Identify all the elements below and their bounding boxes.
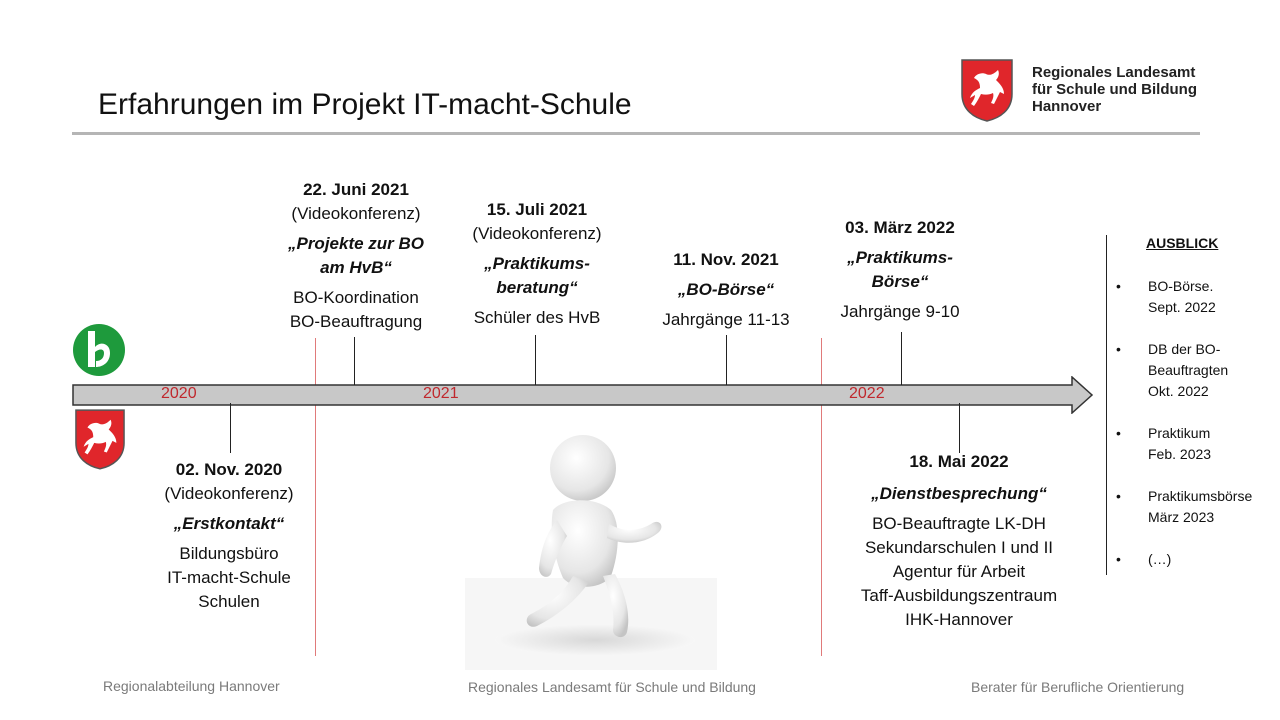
institution-line-3: Hannover (1032, 98, 1102, 115)
outlook-item-text: Okt. 2022 (1148, 383, 1209, 399)
bullet: • (1116, 551, 1121, 567)
tick-maerz-2022 (901, 332, 902, 385)
tick-juni-2021 (354, 337, 355, 385)
institution-line-2: für Schule und Bildung (1032, 81, 1197, 98)
event-juni-2021 (288, 178, 424, 334)
event-participants: Sekundarschulen I und II (864, 538, 1054, 557)
outlook-item-text: Praktikumsbörse (1148, 488, 1253, 504)
outlook-item (1116, 276, 1278, 318)
tick-nov-2020 (230, 403, 231, 453)
title-divider (72, 132, 1200, 135)
year-label-2021: 2021 (423, 385, 459, 402)
event-participants: Agentur für Arbeit (892, 562, 1026, 581)
timeline-arrow (72, 376, 1096, 419)
lower-saxony-crest-icon (960, 58, 1014, 127)
event-nov-2021 (662, 248, 789, 332)
event-topic: „Projekte zur BO (287, 234, 425, 253)
event-participants: BO-Beauftragung (289, 312, 423, 331)
tick-mai-2022 (959, 403, 960, 453)
outlook-item-text: Feb. 2023 (1148, 446, 1212, 462)
event-format: (Videokonferenz) (291, 204, 421, 223)
event-topic: „Erstkontakt“ (173, 514, 285, 533)
footer-left: Regionalabteilung Hannover (103, 678, 280, 694)
event-participants: Bildungsbüro (179, 544, 279, 563)
year-label-2020: 2020 (161, 385, 197, 402)
event-topic: „Dienstbesprechung“ (871, 484, 1047, 503)
event-topic: „BO-Börse“ (677, 280, 775, 299)
year-label-2022: 2022 (849, 385, 885, 402)
bullet: • (1116, 425, 1121, 441)
event-participants: BO-Koordination (293, 288, 419, 307)
event-participants: Jahrgänge 9-10 (840, 302, 960, 321)
outlook-item-text: (…) (1148, 551, 1172, 567)
event-nov-2020 (164, 458, 293, 614)
outlook-item-text: Praktikum (1148, 425, 1211, 441)
outlook-divider (1106, 235, 1107, 575)
event-participants: Schulen (198, 592, 260, 611)
event-participants: BO-Beauftragte LK-DH (872, 514, 1046, 533)
bullet: • (1116, 488, 1121, 504)
running-figure-icon (465, 428, 717, 675)
outlook-item-text: Sept. 2022 (1148, 299, 1216, 315)
tick-juli-2021 (535, 335, 536, 385)
bullet: • (1116, 278, 1121, 294)
event-participants: IT-macht-Schule (167, 568, 291, 587)
outlook-item (1116, 549, 1278, 570)
outlook-item (1116, 486, 1278, 528)
event-date: 11. Nov. 2021 (673, 250, 779, 269)
page-title: Erfahrungen im Projekt IT-macht-Schule (98, 88, 632, 121)
outlook-item-text: Beauftragten (1148, 362, 1229, 378)
event-date: 22. Juni 2021 (303, 180, 409, 199)
footer-right: Berater für Berufliche Orientierung (971, 679, 1185, 695)
event-date: 02. Nov. 2020 (175, 460, 283, 479)
footer-center: Regionales Landesamt für Schule und Bildung (468, 679, 756, 695)
outlook-list (1116, 276, 1278, 591)
tick-nov-2021 (726, 335, 727, 385)
event-date: 18. Mai 2022 (909, 452, 1009, 471)
event-juli-2021 (472, 198, 601, 330)
event-format: (Videokonferenz) (472, 224, 602, 243)
event-maerz-2022 (840, 216, 959, 324)
school-logo-icon (72, 323, 126, 382)
bullet: • (1116, 341, 1121, 357)
event-topic: Börse“ (871, 272, 929, 291)
event-topic: beratung“ (496, 278, 578, 297)
outlook-heading: AUSBLICK (1146, 235, 1219, 251)
institution-line-1: Regionales Landesamt (1032, 64, 1196, 81)
event-date: 03. März 2022 (845, 218, 955, 237)
outlook-item (1116, 423, 1278, 465)
header-institution-name (1032, 64, 1197, 115)
outlook-item-text: März 2023 (1148, 509, 1215, 525)
event-topic: „Praktikums- (484, 254, 590, 273)
event-participants: Taff-Ausbildungszentraum (860, 586, 1058, 605)
event-mai-2022 (861, 450, 1057, 632)
event-topic: „Praktikums- (847, 248, 953, 267)
outlook-item-text: BO-Börse. (1148, 278, 1214, 294)
event-format: (Videokonferenz) (164, 484, 294, 503)
outlook-item-text: DB der BO- (1148, 341, 1221, 357)
event-participants: Schüler des HvB (473, 308, 601, 327)
event-participants: Jahrgänge 11-13 (662, 310, 790, 329)
outlook-item (1116, 339, 1278, 402)
event-participants: IHK-Hannover (905, 610, 1013, 629)
event-date: 15. Juli 2021 (486, 200, 588, 219)
event-topic: am HvB“ (320, 258, 392, 277)
